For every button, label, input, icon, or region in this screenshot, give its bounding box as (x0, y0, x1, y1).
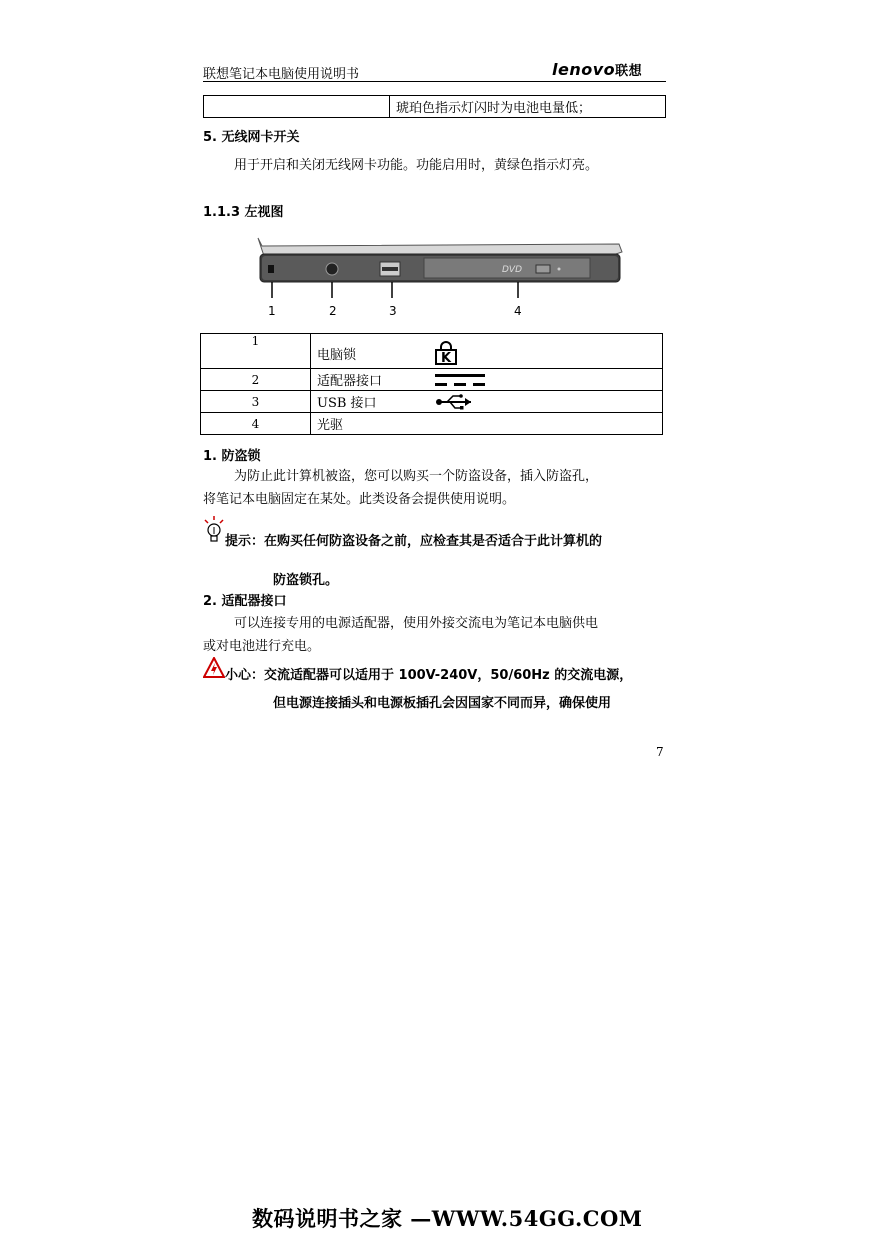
ports-table (200, 333, 663, 435)
figure-label-2: 2 (329, 304, 337, 318)
lenovo-logo: lenovo联想 (552, 60, 643, 79)
header-divider (203, 81, 666, 82)
table-row (201, 369, 663, 391)
dc-power-icon (435, 372, 485, 388)
svg-text:K: K (440, 351, 452, 365)
port-name: USB 接口 (317, 396, 377, 411)
laptop-left-view-figure (254, 234, 624, 326)
table-row (201, 413, 663, 435)
usb-icon (435, 394, 475, 410)
header-title: 联想笔记本电脑使用说明书 (203, 67, 360, 82)
port-name: 电脑锁 (317, 347, 357, 363)
lightbulb-icon (203, 516, 225, 544)
section-2-text-line1: 可以连接专用的电源适配器，使用外接交流电为笔记本电脑供电 (234, 616, 599, 631)
section-1-text-line2: 将笔记本电脑固定在某处。此类设备会提供使用说明。 (203, 492, 516, 507)
port-number: 1 (201, 334, 311, 369)
tip-line2: 防盗锁孔。 (273, 573, 339, 588)
section-1-text-line1: 为防止此计算机被盗，您可以购买一个防盗设备，插入防盗孔， (234, 469, 599, 484)
caution-line1: 小心：交流适配器可以适用于 100V-240V，50/60Hz 的交流电源， (225, 668, 633, 683)
port-name: 适配器接口 (317, 374, 383, 389)
port-number: 3 (201, 391, 311, 413)
empty-cell (204, 96, 390, 118)
page-number: 7 (656, 745, 664, 759)
port-number: 4 (201, 413, 311, 435)
figure-label-1: 1 (268, 304, 276, 318)
kensington-lock-icon (435, 341, 457, 365)
figure-label-4: 4 (514, 304, 522, 318)
indicator-table-continued (203, 95, 666, 118)
section-5-title: 5. 无线网卡开关 (203, 130, 300, 145)
footer-watermark: 数码说明书之家 —WWW.54GG.COM (252, 1206, 643, 1231)
port-number: 2 (201, 369, 311, 391)
section-2-title: 2. 适配器接口 (203, 594, 287, 609)
table-row (201, 391, 663, 413)
table-row (201, 334, 663, 369)
indicator-description: 琥珀色指示灯闪时为电池电量低； (390, 96, 666, 118)
section-2-text-line2: 或对电池进行充电。 (203, 639, 321, 654)
caution-line2: 但电源连接插头和电源板插孔会因国家不同而异，确保使用 (273, 696, 612, 711)
section-1-title: 1. 防盗锁 (203, 449, 261, 464)
svg-text:DVD: DVD (502, 265, 523, 275)
tip-line1: 提示：在购买任何防盗设备之前，应检查其是否适合于此计算机的 (225, 534, 603, 549)
section-5-text: 用于开启和关闭无线网卡功能。功能启用时，黄绿色指示灯亮。 (234, 158, 599, 173)
port-name: 光驱 (317, 418, 344, 433)
figure-label-3: 3 (389, 304, 397, 318)
section-1-1-3-title: 1.1.3 左视图 (203, 205, 284, 220)
caution-icon (203, 657, 225, 679)
